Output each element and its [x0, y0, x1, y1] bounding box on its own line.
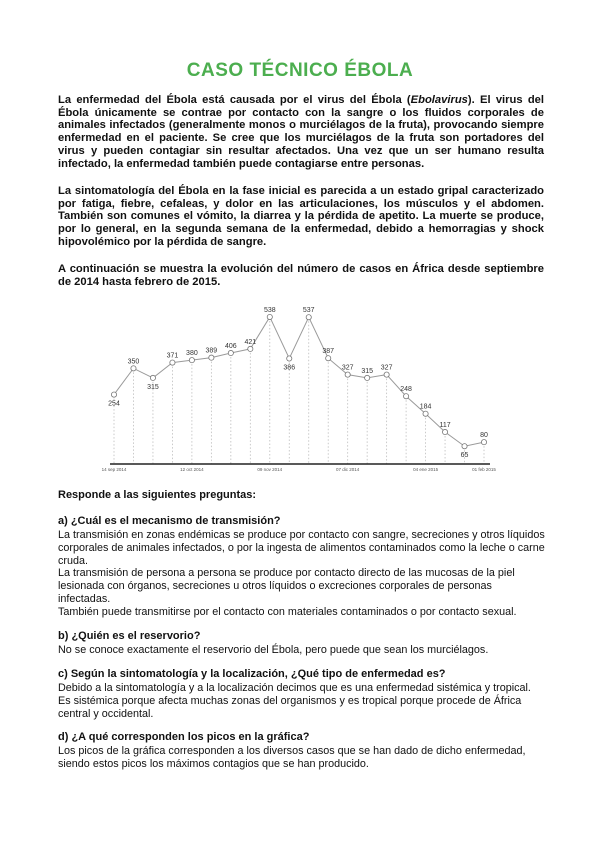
x-tick-label: 09 nov 2014	[257, 467, 283, 472]
data-label: 387	[322, 348, 335, 356]
data-point	[150, 375, 155, 380]
data-point	[248, 346, 253, 351]
data-label: 406	[224, 343, 237, 351]
x-tick-label: 07 dic 2014	[336, 467, 360, 472]
page-title: CASO TÉCNICO ÉBOLA	[186, 60, 414, 81]
x-tick-label: 01 feb 2015	[472, 467, 496, 472]
data-label: 421	[244, 338, 257, 346]
data-label: 315	[147, 383, 159, 391]
data-point	[462, 444, 467, 449]
intro-text-end: ). El virus del Ébola únicamente se contrae por contacto con la sangre o los fluidos corporales de animales infectados (generalmente monos o murciélagos de la fruta), provocando siempre enfermedad en el paciente. Se cree que los murciélagos de la fruta son portadores del virus y pueden contagiar sin resultar afectados. Una vez que un ser humano resulta infectado, la enfermedad también puede contagiarse entre personas.	[58, 94, 544, 170]
answer-a-line-2: La transmisión de persona a persona se produce por contacto directo de las mucosas de la piel lesionada con órganos, secreciones u otros líquidos o excreciones corporales de personas infectadas.	[58, 567, 515, 605]
answer-b-line-1: No se conoce exactamente el reservorio del Ébola, pero puede que sean los murciélagos.	[58, 644, 489, 656]
data-label: 248	[400, 386, 412, 394]
data-label: 254	[108, 400, 120, 408]
data-label: 389	[205, 347, 218, 355]
answer-c	[58, 682, 546, 720]
data-point	[481, 440, 486, 445]
question-a: a) ¿Cuál es el mecanismo de transmisión?	[58, 515, 281, 527]
answer-a-line-3: También puede transmitirse por el contacto con materiales contaminados o por contacto sexual.	[58, 605, 517, 618]
data-point	[365, 375, 370, 380]
data-label: 315	[361, 367, 374, 375]
data-point	[228, 350, 233, 355]
data-label: 327	[380, 364, 393, 372]
intro-paragraph-1	[58, 94, 544, 170]
answer-a	[58, 529, 546, 619]
data-point	[170, 360, 175, 365]
question-d: d) ¿A qué corresponden los picos en la gráfica?	[58, 731, 310, 743]
answer-d	[58, 745, 546, 771]
series-line	[114, 317, 484, 446]
intro-paragraph-3: A continuación se muestra la evolución del número de casos en África desde septiembre de 2014 hasta febrero de 2015.	[58, 263, 544, 288]
data-label: 380	[186, 350, 198, 358]
data-point	[111, 392, 116, 397]
intro-text-italic: Ebolavirus	[410, 94, 468, 106]
data-point	[267, 314, 272, 319]
data-label: 386	[283, 364, 296, 372]
data-point	[384, 372, 389, 377]
questions-intro: Responde a las siguientes preguntas:	[58, 489, 257, 501]
question-b: b) ¿Quién es el reservorio?	[58, 630, 201, 642]
data-point	[131, 366, 136, 371]
data-point	[306, 315, 311, 320]
data-label: 80	[480, 432, 488, 440]
data-label: 538	[263, 306, 276, 314]
data-point	[326, 356, 331, 361]
x-tick-label: 04 ene 2015	[413, 467, 439, 472]
data-label: 537	[302, 307, 315, 315]
question-c: c) Según la sintomatología y la localización, ¿Qué tipo de enfermedad es?	[58, 668, 446, 680]
data-label: 117	[439, 422, 451, 430]
x-tick-label: 12 oct 2014	[180, 467, 204, 472]
data-point	[189, 358, 194, 363]
data-point	[442, 429, 447, 434]
answer-d-line-1: Los picos de la gráfica corresponden a los diversos casos que se han dado de dicho enfermedad, siendo estos picos los máximos contagios que se han producido.	[58, 745, 526, 770]
cases-line-chart	[100, 300, 500, 472]
intro-paragraph-2: La sintomatología del Ébola en la fase inicial es parecida a un estado gripal caracterizado por fatiga, fiebre, cefaleas, y dolor en las articulaciones, los músculos y el abdomen. También son comunes el vómito, la diarrea y la pérdida de apetito. La muerte se produce, por lo general, en la segunda semana de la enfermedad, debido a hemorragias y shock hipovolémico por la pérdida de sangre.	[58, 185, 544, 248]
x-tick-label: 14 sep 2014	[101, 467, 127, 472]
answer-a-line-1: La transmisión en zonas endémicas se produce por contacto con sangre, secreciones y otros líquidos corporales de animales infectados, o por la ingesta de alimentos contaminados como la leche o carne cruda.	[58, 529, 545, 567]
intro-text-start: La enfermedad del Ébola está causada por el virus del Ébola (	[58, 94, 411, 106]
data-label: 371	[166, 352, 179, 360]
data-point	[209, 355, 214, 360]
data-point	[423, 411, 428, 416]
data-point	[404, 394, 409, 399]
answer-c-line-1: Debido a la sintomatología y a la localización decimos que es una enfermedad sistémica y tropical. Es sistémica porque afecta muchas zonas del organismos y es tropical porque procede de África central y occidental.	[58, 682, 531, 720]
data-point	[345, 372, 350, 377]
data-label: 327	[341, 364, 354, 372]
data-label: 65	[460, 452, 469, 460]
data-point	[287, 356, 292, 361]
data-label: 350	[127, 358, 140, 366]
answer-b	[58, 644, 546, 657]
data-label: 184	[419, 403, 432, 411]
